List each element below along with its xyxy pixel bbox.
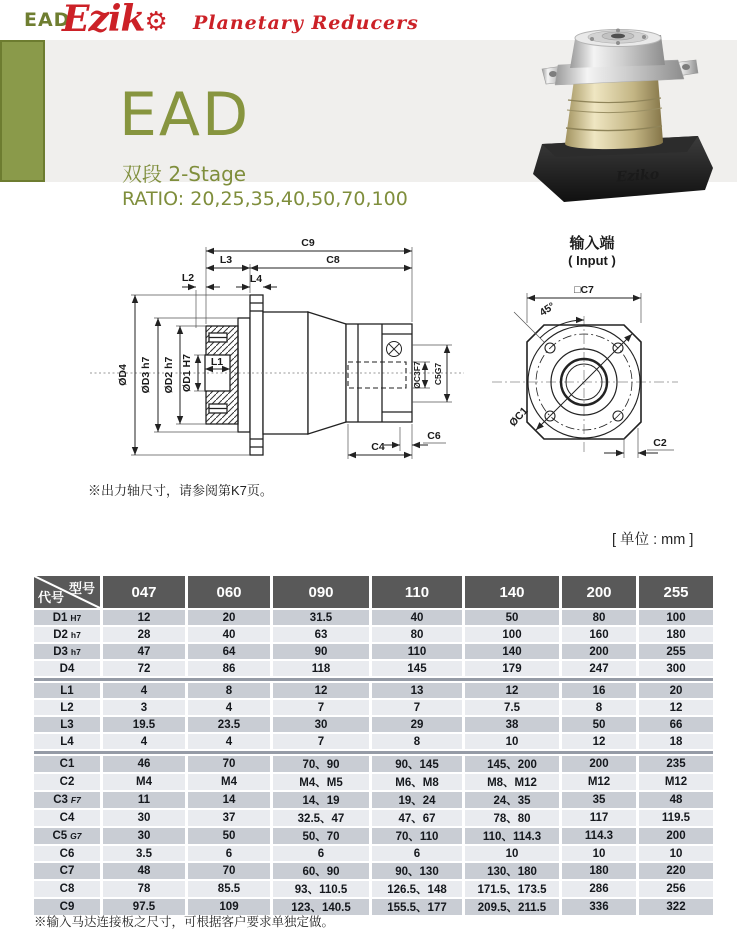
table-cell: 180 <box>639 627 713 642</box>
table-cell: 6 <box>372 846 462 861</box>
group-separator <box>34 751 713 754</box>
group-separator <box>34 678 713 681</box>
table-cell: 12 <box>273 683 369 698</box>
table-cell: 50 <box>188 828 270 844</box>
table-cell: 4 <box>188 700 270 715</box>
table-row <box>34 661 713 676</box>
table-cell: 40 <box>372 610 462 625</box>
dim-d1: ØD1 H7 <box>181 354 193 392</box>
table-cell: 66 <box>639 717 713 732</box>
table-cell: 16 <box>562 683 636 698</box>
table-cell: 130、180 <box>465 863 559 879</box>
output-shaft-note: ※出力轴尺寸，请参阅第K7页。 <box>88 483 273 498</box>
row-label: C1 <box>34 756 100 772</box>
table-cell: 300 <box>639 661 713 676</box>
table-cell: 30 <box>273 717 369 732</box>
table-cell: 60、90 <box>273 863 369 879</box>
dim-d3: ØD3 h7 <box>140 356 152 394</box>
table-cell: 90、145 <box>372 756 462 772</box>
table-cell: 50 <box>465 610 559 625</box>
row-label: D4 <box>34 661 100 676</box>
table-cell: 126.5、148 <box>372 881 462 897</box>
column-header: 140 <box>465 576 559 608</box>
table-cell: 8 <box>372 734 462 749</box>
table-cell: 145、200 <box>465 756 559 772</box>
table-cell: 109 <box>188 899 270 915</box>
table-cell: 23.5 <box>188 717 270 732</box>
table-cell: 180 <box>562 863 636 879</box>
row-label: C6 <box>34 846 100 861</box>
table-cell: 14、19 <box>273 792 369 808</box>
dim-l1: L1 <box>210 356 224 368</box>
table-cell: 160 <box>562 627 636 642</box>
table-cell: 28 <box>103 627 185 642</box>
table-cell: 12 <box>103 610 185 625</box>
dim-c3: ØC3F7 <box>412 361 422 389</box>
photo-base-brand: Eziko <box>615 166 660 186</box>
table-cell: M4、M5 <box>273 774 369 790</box>
table-cell: 12 <box>562 734 636 749</box>
table-cell: 37 <box>188 810 270 826</box>
table-cell: 19、24 <box>372 792 462 808</box>
table-cell: 220 <box>639 863 713 879</box>
table-cell: 86 <box>188 661 270 676</box>
table-row <box>34 774 713 790</box>
table-row <box>34 863 713 879</box>
dim-l3: L3 <box>219 254 233 266</box>
table-cell: 32.5、47 <box>273 810 369 826</box>
table-cell: 10 <box>639 846 713 861</box>
table-cell: 7.5 <box>465 700 559 715</box>
column-header: 090 <box>273 576 369 608</box>
input-view-title-cn: 输入端 <box>569 235 615 252</box>
table-cell: 20 <box>188 610 270 625</box>
table-cell: M4 <box>188 774 270 790</box>
table-cell: 78、80 <box>465 810 559 826</box>
table-cell: 7 <box>273 700 369 715</box>
table-cell: 11 <box>103 792 185 808</box>
dim-d4: ØD4 <box>117 364 129 386</box>
column-header: 255 <box>639 576 713 608</box>
table-cell: 90、130 <box>372 863 462 879</box>
table-cell: 18 <box>639 734 713 749</box>
dim-c7: □C7 <box>574 284 594 296</box>
table-cell: 14 <box>188 792 270 808</box>
table-row <box>34 610 713 625</box>
table-cell: 46 <box>103 756 185 772</box>
dim-c8: C8 <box>326 254 340 266</box>
motor-plate-footnote: ※输入马达连接板之尺寸，可根据客户要求单独定做。 <box>34 915 335 929</box>
gear-icon: ⚙ <box>144 7 168 37</box>
table-cell: 38 <box>465 717 559 732</box>
dim-c6: C6 <box>427 430 441 442</box>
row-label: L2 <box>34 700 100 715</box>
table-cell: 63 <box>273 627 369 642</box>
table-row <box>34 683 713 698</box>
table-row <box>34 828 713 844</box>
table-cell: 179 <box>465 661 559 676</box>
table-cell: 171.5、173.5 <box>465 881 559 897</box>
column-header: 110 <box>372 576 462 608</box>
table-cell: 247 <box>562 661 636 676</box>
table-cell: 3 <box>103 700 185 715</box>
table-cell: 140 <box>465 644 559 659</box>
table-cell: 235 <box>639 756 713 772</box>
table-cell: M8、M12 <box>465 774 559 790</box>
dim-c1: ØC1 <box>507 404 531 430</box>
row-label: C2 <box>34 774 100 790</box>
spec-table <box>31 574 716 917</box>
brand-tagline: Planetary Reducers <box>193 12 419 34</box>
unit-label: [ 单位 : mm ] <box>612 532 694 548</box>
table-row <box>34 717 713 732</box>
table-cell: 72 <box>103 661 185 676</box>
table-cell: 78 <box>103 881 185 897</box>
table-cell: 7 <box>273 734 369 749</box>
table-cell: 24、35 <box>465 792 559 808</box>
table-cell: 10 <box>562 846 636 861</box>
row-label: D1 H7 <box>34 610 100 625</box>
table-row <box>34 846 713 861</box>
brand-logo <box>62 0 168 40</box>
table-cell: 118 <box>273 661 369 676</box>
table-cell: 70、90 <box>273 756 369 772</box>
table-row <box>34 881 713 897</box>
table-cell: 322 <box>639 899 713 915</box>
table-row <box>34 644 713 659</box>
table-row <box>34 627 713 642</box>
column-header: 047 <box>103 576 185 608</box>
corner-label-model: 型号 <box>68 581 95 596</box>
table-cell: 4 <box>103 734 185 749</box>
table-cell: 100 <box>639 610 713 625</box>
table-cell: M12 <box>562 774 636 790</box>
table-cell: 209.5、211.5 <box>465 899 559 915</box>
table-cell: 80 <box>372 627 462 642</box>
table-cell: 50 <box>562 717 636 732</box>
ratio-line: RATIO: 20,25,35,40,50,70,100 <box>122 188 408 210</box>
row-label: C9 <box>34 899 100 915</box>
table-cell: 114.3 <box>562 828 636 844</box>
dim-c2: C2 <box>653 437 667 449</box>
table-cell: 48 <box>103 863 185 879</box>
table-cell: 93、110.5 <box>273 881 369 897</box>
table-cell: 12 <box>639 700 713 715</box>
table-cell: 48 <box>639 792 713 808</box>
table-cell: M4 <box>103 774 185 790</box>
table-cell: 10 <box>465 846 559 861</box>
row-label: C4 <box>34 810 100 826</box>
table-cell: 200 <box>562 756 636 772</box>
row-label: C8 <box>34 881 100 897</box>
dim-l2: L2 <box>181 272 195 284</box>
table-cell: 155.5、177 <box>372 899 462 915</box>
table-cell: 70、110 <box>372 828 462 844</box>
series-color-bar <box>0 40 45 182</box>
column-header: 200 <box>562 576 636 608</box>
dim-d2: ØD2 h7 <box>163 356 175 394</box>
table-cell: 70 <box>188 756 270 772</box>
series-tab-label: EAD <box>24 9 71 31</box>
table-cell: 255 <box>639 644 713 659</box>
table-cell: 4 <box>188 734 270 749</box>
table-row <box>34 792 713 808</box>
table-cell: 30 <box>103 828 185 844</box>
row-label: C7 <box>34 863 100 879</box>
table-cell: 10 <box>465 734 559 749</box>
stage-subtitle: 双段 2-Stage <box>122 162 247 186</box>
table-cell: 47 <box>103 644 185 659</box>
table-cell: 80 <box>562 610 636 625</box>
table-cell: 100 <box>465 627 559 642</box>
row-label: D2 h7 <box>34 627 100 642</box>
input-end-drawing <box>492 232 748 487</box>
table-body <box>34 610 713 915</box>
table-cell: 90 <box>273 644 369 659</box>
row-label: L1 <box>34 683 100 698</box>
table-cell: M6、M8 <box>372 774 462 790</box>
dim-c5: C5G7 <box>433 362 443 386</box>
table-cell: 123、140.5 <box>273 899 369 915</box>
table-cell: 29 <box>372 717 462 732</box>
row-label: L4 <box>34 734 100 749</box>
table-row <box>34 756 713 772</box>
table-cell: 40 <box>188 627 270 642</box>
dim-c9: C9 <box>301 237 315 249</box>
table-cell: 6 <box>273 846 369 861</box>
table-cell: 70 <box>188 863 270 879</box>
row-label: C3 F7 <box>34 792 100 808</box>
table-row <box>34 700 713 715</box>
table-row <box>34 734 713 749</box>
table-cell: 8 <box>562 700 636 715</box>
table-cell: 4 <box>103 683 185 698</box>
table-cell: 336 <box>562 899 636 915</box>
table-cell: 119.5 <box>639 810 713 826</box>
row-label: L3 <box>34 717 100 732</box>
row-label: C5 G7 <box>34 828 100 844</box>
table-cell: 35 <box>562 792 636 808</box>
table-corner-cell <box>34 576 100 608</box>
table-cell: 145 <box>372 661 462 676</box>
input-view-title-en: ( Input ) <box>568 253 616 268</box>
corner-label-code: 代号 <box>38 590 65 605</box>
table-cell: 31.5 <box>273 610 369 625</box>
table-cell: 200 <box>562 644 636 659</box>
table-cell: 64 <box>188 644 270 659</box>
table-cell: 110、114.3 <box>465 828 559 844</box>
table-cell: 7 <box>372 700 462 715</box>
table-cell: 85.5 <box>188 881 270 897</box>
table-cell: 6 <box>188 846 270 861</box>
dim-c4: C4 <box>371 441 385 453</box>
dim-l4: L4 <box>249 273 263 285</box>
table-row <box>34 810 713 826</box>
table-cell: 200 <box>639 828 713 844</box>
table-cell: 47、67 <box>372 810 462 826</box>
column-header: 060 <box>188 576 270 608</box>
brand-logo-text: Ezik <box>62 0 145 40</box>
table-cell: 30 <box>103 810 185 826</box>
table-cell: 13 <box>372 683 462 698</box>
table-cell: 97.5 <box>103 899 185 915</box>
table-cell: 8 <box>188 683 270 698</box>
table-cell: 286 <box>562 881 636 897</box>
dim-angle: 45° <box>537 300 558 319</box>
series-title: EAD <box>119 80 251 150</box>
table-cell: 3.5 <box>103 846 185 861</box>
row-label: D3 h7 <box>34 644 100 659</box>
table-cell: 50、70 <box>273 828 369 844</box>
table-cell: 19.5 <box>103 717 185 732</box>
table-cell: 20 <box>639 683 713 698</box>
table-cell: 256 <box>639 881 713 897</box>
table-cell: 117 <box>562 810 636 826</box>
table-cell: 12 <box>465 683 559 698</box>
table-cell: 110 <box>372 644 462 659</box>
product-photo <box>512 22 728 208</box>
side-section-drawing <box>78 232 470 482</box>
table-cell: M12 <box>639 774 713 790</box>
table-header-row <box>34 576 713 608</box>
